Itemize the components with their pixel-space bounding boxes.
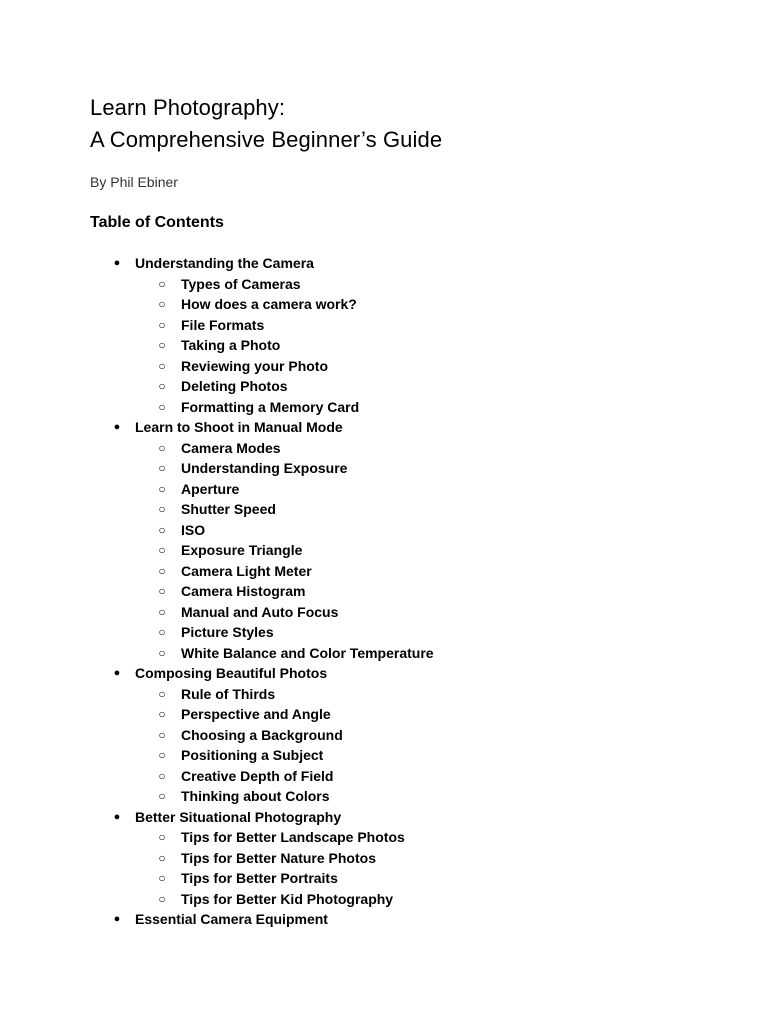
toc-subitem[interactable] bbox=[0, 520, 768, 541]
filled-bullet-icon: ● bbox=[113, 913, 121, 925]
toc-subitem-label: White Balance and Color Temperature bbox=[181, 644, 434, 661]
toc-subitem-label: Thinking about Colors bbox=[181, 788, 330, 804]
toc-subitem[interactable] bbox=[0, 704, 768, 725]
toc-subitem[interactable] bbox=[0, 827, 768, 848]
toc-subitem[interactable] bbox=[0, 335, 768, 356]
toc-subitem[interactable] bbox=[0, 274, 768, 295]
toc-subitem[interactable] bbox=[0, 622, 768, 643]
hollow-bullet-icon: ○ bbox=[158, 379, 166, 393]
toc-subitem-label: Creative Depth of Field bbox=[181, 767, 334, 784]
hollow-bullet-icon: ○ bbox=[158, 317, 166, 332]
toc-subitem-label: Positioning a Subject bbox=[181, 747, 324, 763]
toc-subitem[interactable] bbox=[0, 479, 768, 500]
toc-item-label: Understanding the Camera bbox=[135, 255, 314, 271]
table-of-contents bbox=[0, 253, 768, 930]
hollow-bullet-icon: ○ bbox=[158, 481, 166, 496]
toc-heading: Table of Contents bbox=[90, 214, 224, 231]
hollow-bullet-icon: ○ bbox=[158, 399, 166, 414]
hollow-bullet-icon: ○ bbox=[158, 563, 166, 578]
author-byline: By Phil Ebiner bbox=[90, 174, 178, 190]
toc-subitem-label: Manual and Auto Focus bbox=[181, 603, 339, 620]
hollow-bullet-icon: ○ bbox=[158, 748, 166, 762]
toc-subitem[interactable] bbox=[0, 643, 768, 664]
toc-subitem-label: Taking a Photo bbox=[181, 337, 281, 353]
hollow-bullet-icon: ○ bbox=[158, 604, 166, 619]
toc-sublist bbox=[0, 438, 768, 664]
hollow-bullet-icon: ○ bbox=[158, 338, 166, 352]
hollow-bullet-icon: ○ bbox=[158, 358, 166, 373]
toc-subitem[interactable] bbox=[0, 602, 768, 623]
hollow-bullet-icon: ○ bbox=[158, 645, 166, 660]
toc-section bbox=[0, 417, 768, 663]
toc-item-label: Learn to Shoot in Manual Mode bbox=[135, 419, 343, 435]
toc-subitem[interactable] bbox=[0, 499, 768, 520]
toc-subitem[interactable] bbox=[0, 315, 768, 336]
toc-section bbox=[0, 909, 768, 930]
toc-item[interactable] bbox=[0, 253, 768, 274]
hollow-bullet-icon: ○ bbox=[158, 686, 166, 701]
toc-subitem[interactable] bbox=[0, 684, 768, 705]
title-line-1: Learn Photography: bbox=[90, 95, 286, 120]
toc-sublist bbox=[0, 274, 768, 418]
toc-subitem[interactable] bbox=[0, 766, 768, 787]
filled-bullet-icon: ● bbox=[113, 810, 121, 823]
toc-subitem-label: Rule of Thirds bbox=[181, 685, 276, 702]
toc-subitem-label: Deleting Photos bbox=[181, 378, 288, 394]
hollow-bullet-icon: ○ bbox=[158, 522, 166, 537]
toc-subitem[interactable] bbox=[0, 889, 768, 910]
toc-subitem[interactable] bbox=[0, 868, 768, 889]
filled-bullet-icon: ● bbox=[113, 667, 121, 679]
hollow-bullet-icon: ○ bbox=[158, 891, 166, 906]
hollow-bullet-icon: ○ bbox=[158, 707, 166, 721]
toc-subitem-label: Perspective and Angle bbox=[181, 706, 331, 722]
hollow-bullet-icon: ○ bbox=[158, 850, 166, 865]
hollow-bullet-icon: ○ bbox=[158, 584, 166, 598]
toc-subitem-label: ISO bbox=[181, 521, 206, 538]
hollow-bullet-icon: ○ bbox=[158, 276, 166, 291]
hollow-bullet-icon: ○ bbox=[158, 789, 166, 803]
toc-subitem[interactable] bbox=[0, 540, 768, 561]
toc-subitem-label: Formatting a Memory Card bbox=[181, 398, 360, 415]
toc-subitem-label: Tips for Better Portraits bbox=[181, 870, 338, 886]
toc-subitem[interactable] bbox=[0, 561, 768, 582]
toc-subitem-label: Tips for Better Nature Photos bbox=[181, 849, 376, 866]
hollow-bullet-icon: ○ bbox=[158, 543, 166, 557]
hollow-bullet-icon: ○ bbox=[158, 871, 166, 885]
hollow-bullet-icon: ○ bbox=[158, 727, 166, 742]
toc-subitem[interactable] bbox=[0, 848, 768, 869]
toc-section bbox=[0, 663, 768, 807]
toc-subitem-label: Camera Histogram bbox=[181, 583, 306, 599]
filled-bullet-icon: ● bbox=[113, 421, 121, 433]
hollow-bullet-icon: ○ bbox=[158, 830, 166, 844]
document-title bbox=[90, 92, 442, 156]
toc-subitem[interactable] bbox=[0, 397, 768, 418]
toc-item-label: Essential Camera Equipment bbox=[135, 911, 328, 927]
toc-subitem-label: Understanding Exposure bbox=[181, 460, 348, 476]
toc-subitem[interactable] bbox=[0, 745, 768, 766]
hollow-bullet-icon: ○ bbox=[158, 297, 166, 311]
toc-subitem[interactable] bbox=[0, 438, 768, 459]
toc-subitem-label: How does a camera work? bbox=[181, 296, 357, 312]
toc-subitem-label: Choosing a Background bbox=[181, 726, 343, 743]
toc-sublist bbox=[0, 827, 768, 909]
toc-subitem-label: File Formats bbox=[181, 316, 265, 333]
hollow-bullet-icon: ○ bbox=[158, 625, 166, 639]
hollow-bullet-icon: ○ bbox=[158, 502, 166, 516]
toc-subitem-label: Camera Light Meter bbox=[181, 562, 312, 579]
toc-subitem-label: Exposure Triangle bbox=[181, 542, 303, 558]
toc-subitem[interactable] bbox=[0, 786, 768, 807]
toc-subitem-label: Picture Styles bbox=[181, 624, 274, 640]
hollow-bullet-icon: ○ bbox=[158, 768, 166, 783]
toc-subitem[interactable] bbox=[0, 725, 768, 746]
toc-subitem[interactable] bbox=[0, 458, 768, 479]
toc-item[interactable] bbox=[0, 807, 768, 828]
toc-subitem-label: Tips for Better Kid Photography bbox=[181, 890, 394, 907]
toc-subitem[interactable] bbox=[0, 356, 768, 377]
toc-subitem-label: Reviewing your Photo bbox=[181, 357, 329, 374]
toc-subitem-label: Tips for Better Landscape Photos bbox=[181, 829, 405, 845]
toc-subitem[interactable] bbox=[0, 294, 768, 315]
toc-sublist bbox=[0, 684, 768, 807]
hollow-bullet-icon: ○ bbox=[158, 461, 166, 475]
toc-subitem-label: Shutter Speed bbox=[181, 501, 276, 517]
toc-subitem-label: Camera Modes bbox=[181, 439, 281, 456]
toc-subitem-label: Aperture bbox=[181, 480, 240, 497]
hollow-bullet-icon: ○ bbox=[158, 440, 166, 455]
toc-subitem-label: Types of Cameras bbox=[181, 275, 301, 292]
toc-subitem[interactable] bbox=[0, 376, 768, 397]
toc-section bbox=[0, 807, 768, 910]
toc-item-label: Better Situational Photography bbox=[135, 808, 342, 825]
toc-item-label: Composing Beautiful Photos bbox=[135, 665, 328, 681]
toc-subitem[interactable] bbox=[0, 581, 768, 602]
filled-bullet-icon: ● bbox=[113, 257, 121, 269]
toc-item[interactable] bbox=[0, 663, 768, 684]
toc-item[interactable] bbox=[0, 417, 768, 438]
toc-item[interactable] bbox=[0, 909, 768, 930]
toc-section bbox=[0, 253, 768, 417]
title-line-2: A Comprehensive Beginner’s Guide bbox=[90, 127, 443, 152]
